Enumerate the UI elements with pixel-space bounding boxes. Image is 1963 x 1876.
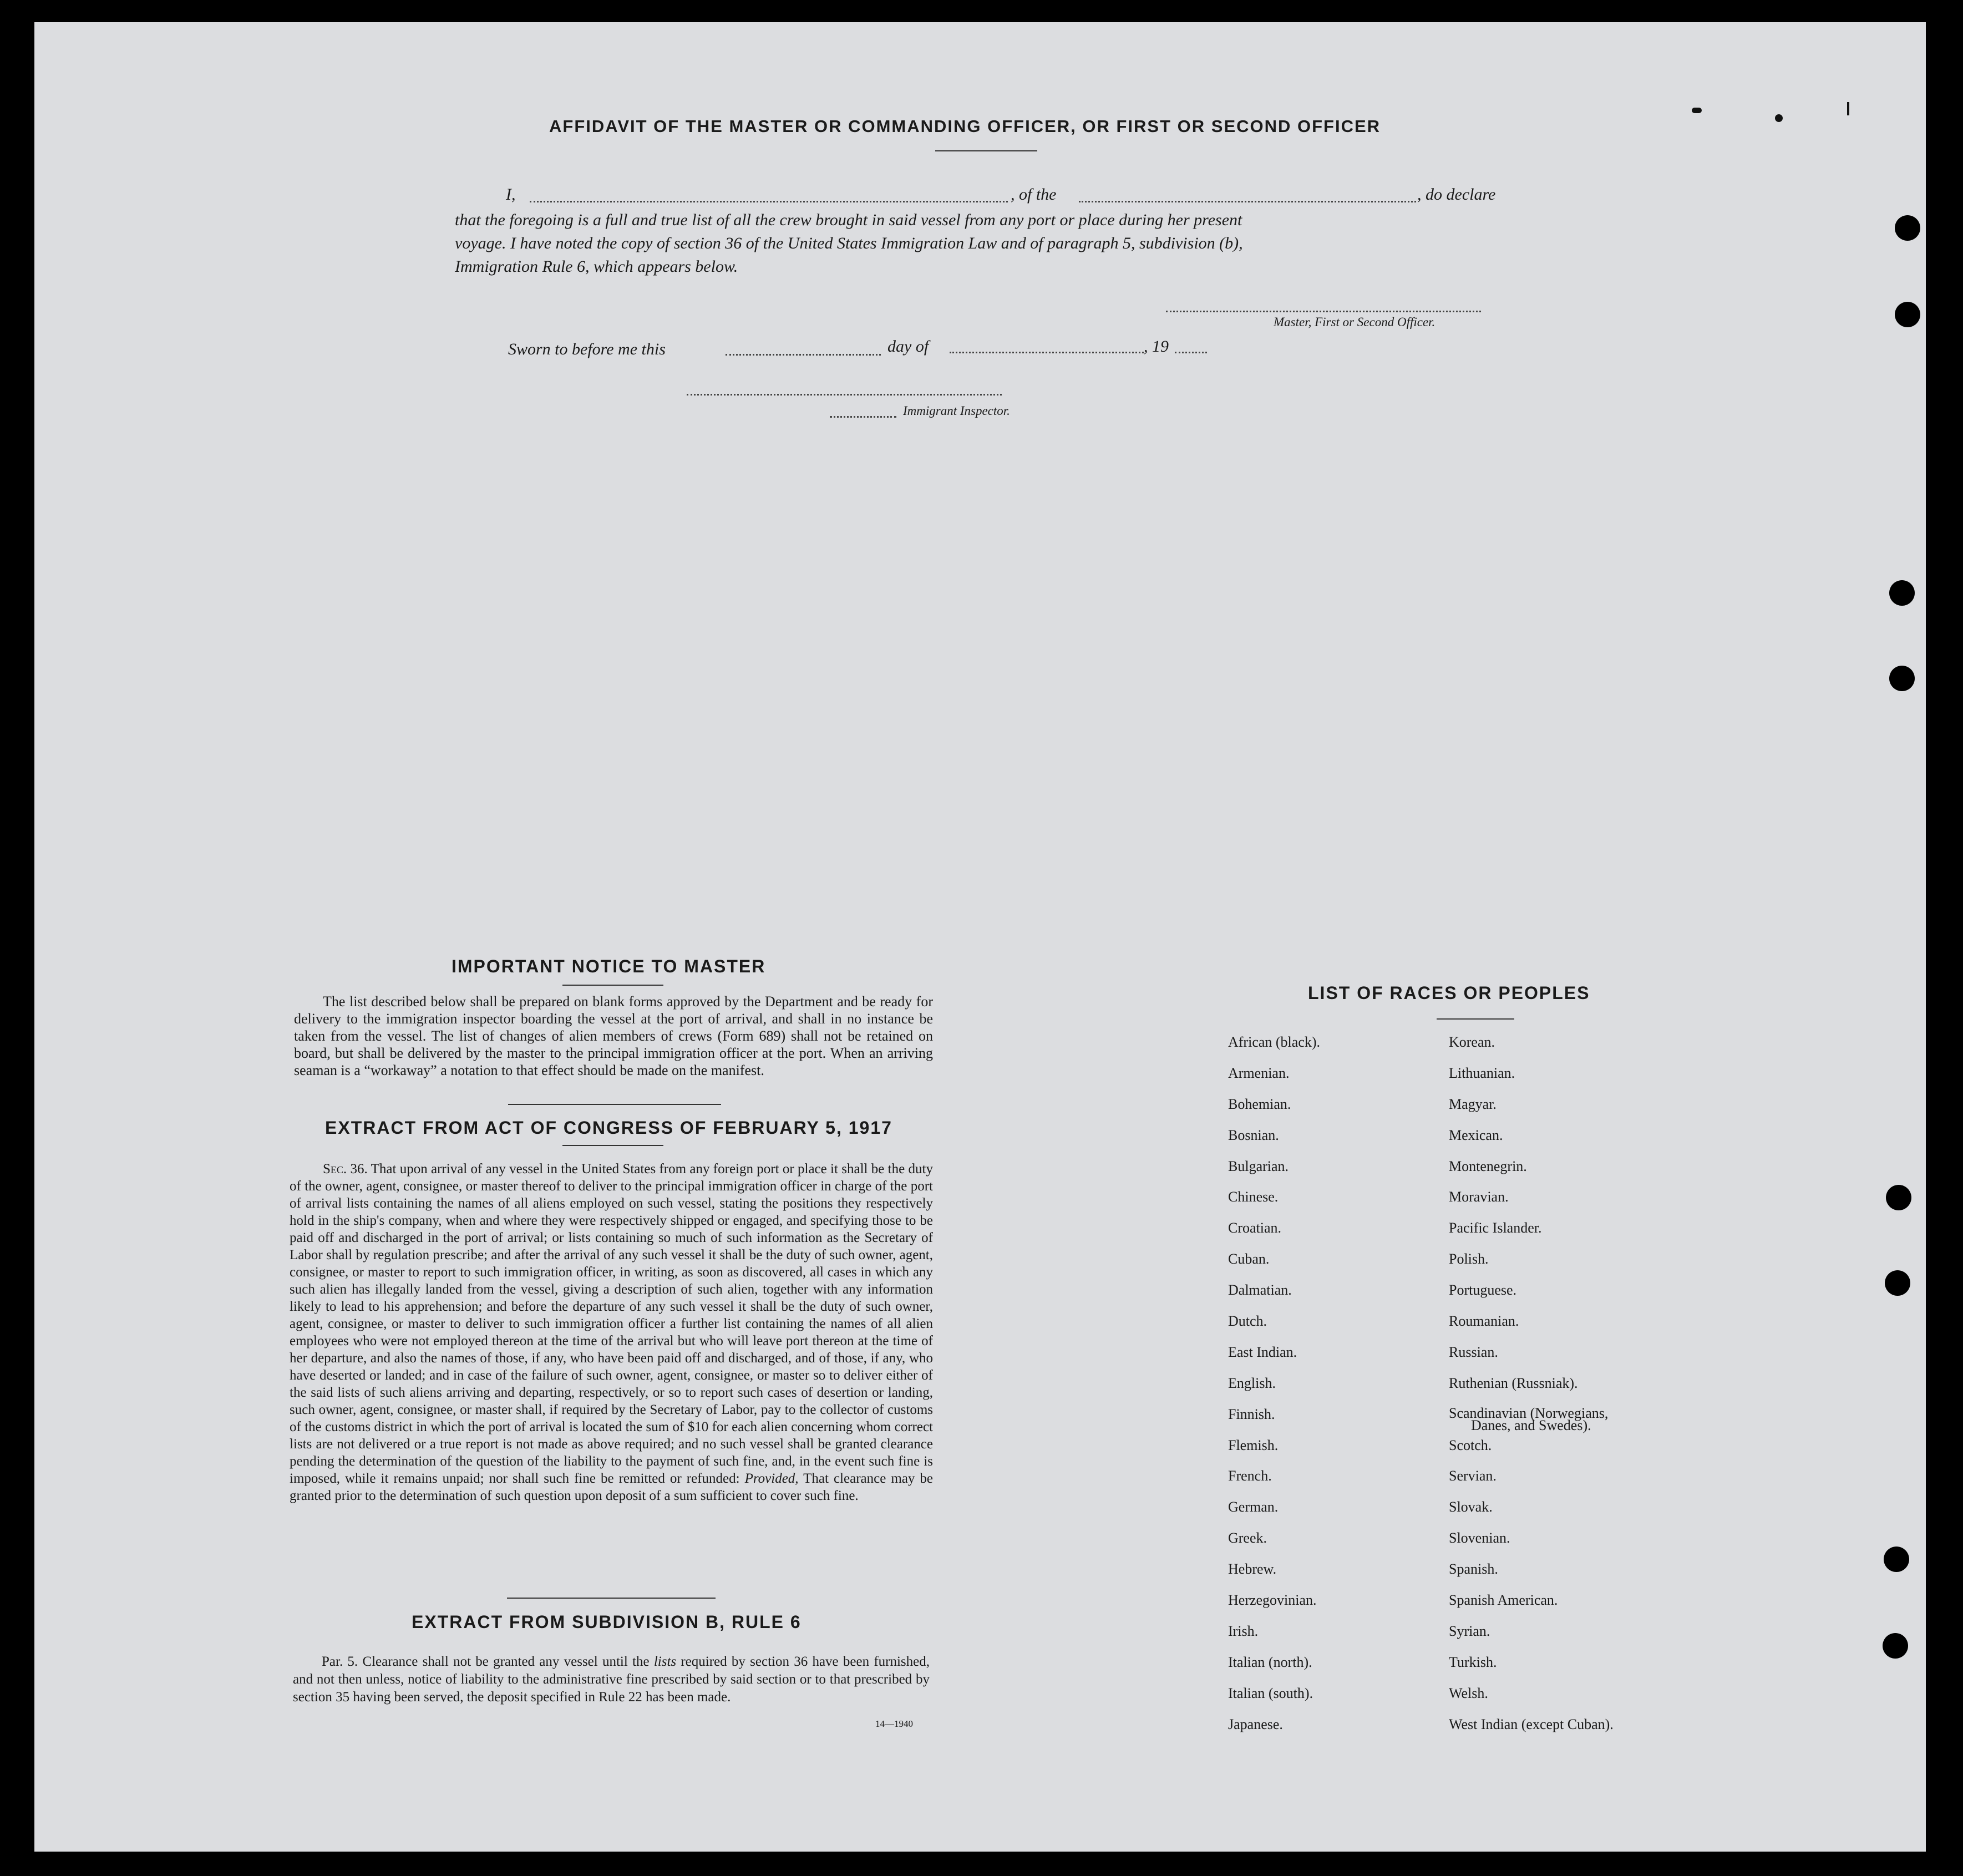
divider <box>562 985 663 986</box>
binder-hole <box>1895 302 1920 327</box>
race-item: Irish. <box>1228 1623 1259 1639</box>
race-item <box>1449 1407 1682 1438</box>
binder-hole <box>1884 1547 1909 1572</box>
race-item: Spanish. <box>1449 1561 1498 1578</box>
race-item: Scotch. <box>1449 1437 1492 1453</box>
ink-mark <box>1692 108 1702 113</box>
provided-word: Provided, <box>744 1471 799 1486</box>
inspector-prefix-line <box>830 416 896 418</box>
race-item: Welsh. <box>1449 1685 1488 1701</box>
races-left-column <box>1228 1035 1461 1748</box>
name-field[interactable] <box>530 201 1008 202</box>
sworn-year-field[interactable] <box>1175 352 1207 353</box>
race-item: Slovenian. <box>1449 1530 1510 1547</box>
notice-body: The list described below shall be prepared on blank forms approved by the Department and be ready for delivery to the immigration inspector boarding the vessel at the port of arrival, and shall in no instance be taken from the vessel. The list of changes of alien members of crews (Form 689) shall not be retained on board, but shall be delivered by the master to the principal immigration officer at the port. When an arriving seaman is a “workaway” a notation to that effect should be made on the manifest. <box>294 993 933 1078</box>
race-item: Dalmatian. <box>1228 1282 1292 1299</box>
race-item: Bosnian. <box>1228 1127 1279 1143</box>
race-item: Syrian. <box>1449 1623 1490 1639</box>
race-item: Slovak. <box>1449 1499 1493 1515</box>
race-item: Russian. <box>1449 1343 1498 1360</box>
sworn-month-field[interactable] <box>950 352 1144 353</box>
sworn-date-field[interactable] <box>726 354 881 356</box>
races-title: LIST OF RACES OR PEOPLES <box>1308 983 1590 1003</box>
race-item: Korean. <box>1449 1034 1495 1050</box>
race-item: Dutch. <box>1228 1313 1267 1330</box>
section-text-end: That clearance may be granted prior to the determination of such question upon deposit of a sum sufficient to cover such fine. <box>290 1471 933 1503</box>
lists-word: lists <box>653 1654 677 1669</box>
race-item: Pacific Islander. <box>1449 1220 1542 1236</box>
vessel-field[interactable] <box>1079 201 1416 202</box>
binder-hole <box>1883 1633 1908 1659</box>
race-item: West Indian (except Cuban). <box>1449 1716 1614 1732</box>
affidavit-line4: Immigration Rule 6, which appears below. <box>455 257 738 276</box>
race-item: Finnish. <box>1228 1406 1275 1422</box>
affidavit-line1-i: I, <box>506 185 516 204</box>
signature-caption: Master, First or Second Officer. <box>1274 315 1436 329</box>
divider <box>1437 1018 1514 1020</box>
races-right-column <box>1449 1035 1682 1748</box>
race-item: Ruthenian (Russniak). <box>1449 1375 1578 1391</box>
race-item-line: Scandinavian (Norwegians, <box>1449 1405 1609 1421</box>
section-text: That upon arrival of any vessel in the United States from any foreign port or place it shall be the duty of the owner, agent, consignee, or master thereof to deliver to the principal immigration officer in charge of the port of arrival lists containing the names of all aliens employed on such vessel, stating the positions they respectively hold in the ship's company, when and where they were respectively shipped or engaged, and specifying those to be paid off and discharged in the port of arrival; or lists containing so much of such information as the Secretary of Labor shall by regulation prescribe; and after the arrival of any such vessel it shall be the duty of such owner, agent, consignee, or master to report to such immigration officer, in writing, as soon as discovered, all cases in which any such alien has illegally landed from the vessel, giving a description of such alien, together with any information likely to lead to his apprehension; and before the departure of any such vessel it shall be the duty of such owner, agent, consignee, or master to deliver to such immigration officer a further list containing the names of all alien employees who were not employed thereon at the time of the arrival but who will leave port thereon at the time of her departure, and also the names of those, if any, who have been paid off and discharged, and of those, if any, who have deserted or landed; and in case of the failure of such owner, agent, consignee, or master so to deliver either of the said lists of such aliens arriving and departing, respectively, or so to report such cases of desertion or landing, such owner, agent, consignee, or master shall, if required by the Secretary of Labor, pay to the collector of customs of the customs district in which the port of arrival is located the sum of $10 for each alien concerning whom correct lists are not delivered or a true report is not made as above required; and no such vessel shall be granted clearance pending the determination of the question of the liability to the payment of such fine, and, in the event such fine is imposed, while it remains unpaid; nor shall such fine be remitted or refunded: <box>290 1162 933 1486</box>
inspector-caption: Immigrant Inspector. <box>903 404 1010 418</box>
race-item: Portuguese. <box>1449 1282 1517 1299</box>
affidavit-line1-declare: , do declare <box>1417 185 1496 204</box>
affidavit-line1-of: , of the <box>1011 185 1057 204</box>
race-item: Hebrew. <box>1228 1561 1277 1578</box>
race-item: Lithuanian. <box>1449 1064 1515 1081</box>
race-item: Italian (north). <box>1228 1654 1312 1670</box>
divider <box>562 1145 663 1146</box>
race-item: Turkish. <box>1449 1654 1497 1670</box>
inspector-signature-line[interactable] <box>687 394 1002 396</box>
binder-hole <box>1886 1185 1911 1210</box>
par-text: Clearance shall not be granted any vessel until the <box>362 1654 650 1669</box>
race-item: Croatian. <box>1228 1220 1282 1236</box>
race-item: Polish. <box>1449 1251 1489 1267</box>
affidavit-title: AFFIDAVIT OF THE MASTER OR COMMANDING OFFICER, OR FIRST OR SECOND OFFICER <box>549 116 1381 136</box>
race-item: Servian. <box>1449 1468 1497 1484</box>
divider <box>508 1104 721 1105</box>
sworn-prefix: Sworn to before me this <box>508 340 666 358</box>
race-item: Chinese. <box>1228 1189 1279 1205</box>
section-label: Sec. 36. <box>323 1162 368 1177</box>
ink-mark <box>1847 102 1849 115</box>
race-item-line: Danes, and Swedes). <box>1471 1417 1591 1433</box>
extract-rule-title: EXTRACT FROM SUBDIVISION B, RULE 6 <box>412 1612 802 1632</box>
race-item: Greek. <box>1228 1530 1267 1547</box>
form-number: 14—1940 <box>875 1718 913 1729</box>
race-item: East Indian. <box>1228 1343 1297 1360</box>
binder-hole <box>1889 666 1915 691</box>
race-item: Armenian. <box>1228 1064 1290 1081</box>
sworn-year: , 19 <box>1144 337 1169 356</box>
signature-line[interactable] <box>1166 311 1481 312</box>
race-item: Bulgarian. <box>1228 1158 1289 1174</box>
binder-hole <box>1895 215 1920 241</box>
extract-act-body <box>290 1160 933 1504</box>
race-item: Montenegrin. <box>1449 1158 1527 1174</box>
affidavit-line3: voyage. I have noted the copy of section 36 of the United States Immigration Law and of paragraph 5, subdivision (b), <box>455 234 1243 252</box>
par-text-end: required by section 36 have been furnished, and not then unless, notice of liability to the administrative fine prescribed by said section or to that prescribed by section 35 having been served, the deposit specified in Rule 22 has been made. <box>293 1654 930 1705</box>
race-item: French. <box>1228 1468 1272 1484</box>
race-item: Flemish. <box>1228 1437 1279 1453</box>
sworn-day: day of <box>887 337 929 356</box>
ink-mark <box>1775 114 1783 122</box>
notice-title: IMPORTANT NOTICE TO MASTER <box>452 956 766 976</box>
race-item: English. <box>1228 1375 1276 1391</box>
race-item: Magyar. <box>1449 1096 1497 1112</box>
binder-hole <box>1885 1270 1910 1296</box>
race-item: African (black). <box>1228 1034 1321 1050</box>
divider <box>935 150 1037 151</box>
extract-rule-body <box>293 1653 930 1706</box>
race-item: Mexican. <box>1449 1127 1503 1143</box>
race-item: German. <box>1228 1499 1279 1515</box>
extract-act-title: EXTRACT FROM ACT OF CONGRESS OF FEBRUARY 5, 1917 <box>325 1118 892 1138</box>
race-item: Spanish American. <box>1449 1592 1558 1609</box>
divider <box>507 1598 716 1599</box>
affidavit-line2: that the foregoing is a full and true list of all the crew brought in said vessel from any port or place during her present <box>455 211 1242 229</box>
race-item: Japanese. <box>1228 1716 1283 1732</box>
par-label: Par. 5. <box>322 1654 358 1669</box>
race-item: Moravian. <box>1449 1189 1509 1205</box>
race-item: Roumanian. <box>1449 1313 1519 1330</box>
race-item: Cuban. <box>1228 1251 1270 1267</box>
race-item: Herzegovinian. <box>1228 1592 1317 1609</box>
race-item: Bohemian. <box>1228 1096 1291 1112</box>
race-item: Italian (south). <box>1228 1685 1313 1701</box>
binder-hole <box>1889 580 1915 606</box>
